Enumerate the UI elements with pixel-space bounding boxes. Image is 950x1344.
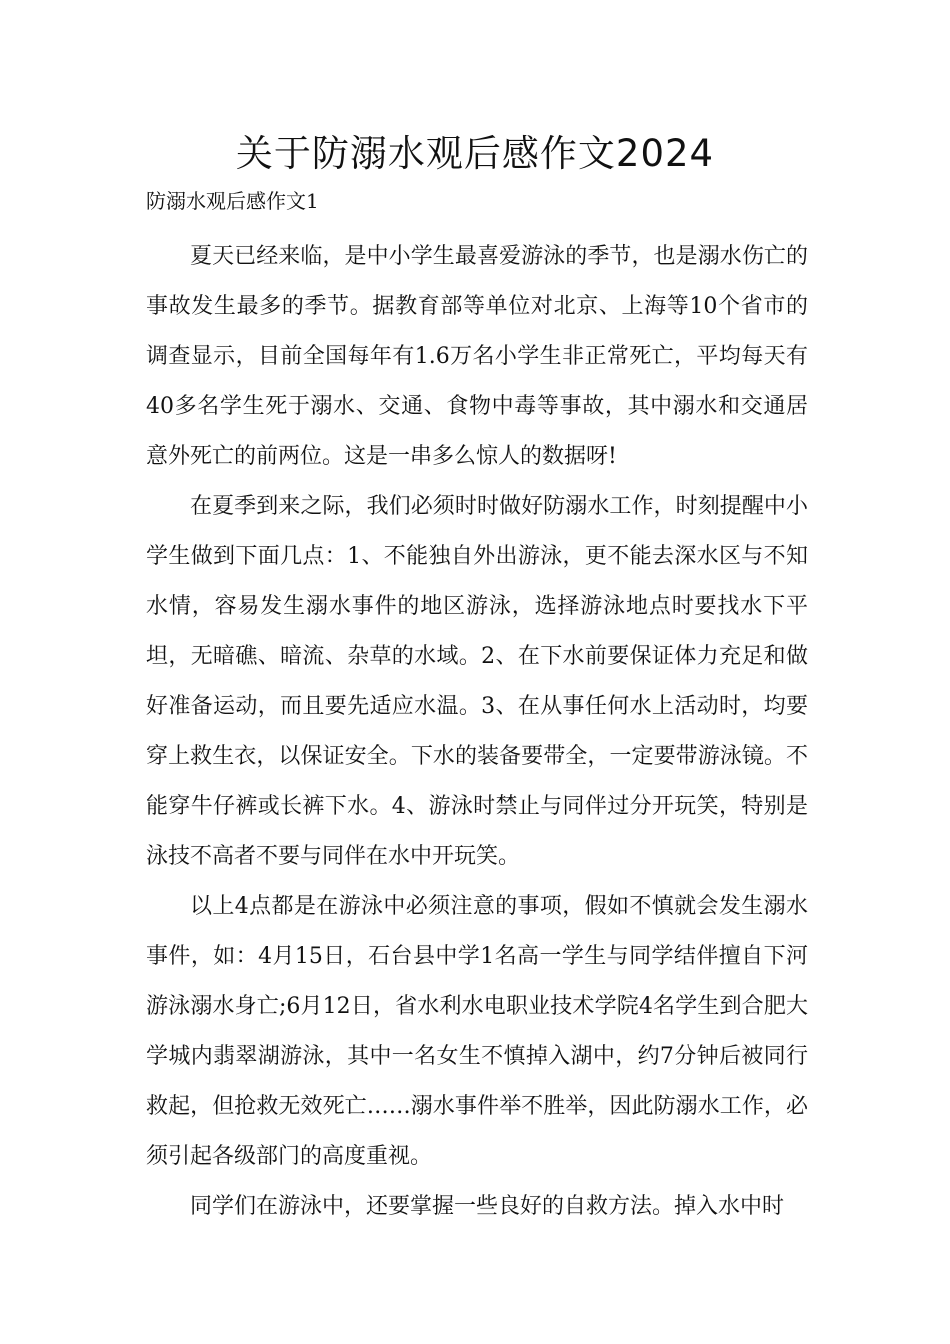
paragraph-3: 以上4点都是在游泳中必须注意的事项，假如不慎就会发生溺水事件，如：4月15日，石台县中学1名高一学生与同学结伴擅自下河游泳溺水身亡;6月12日，省水利水电职业技术学院4名学生到合肥大学城内翡翠湖游泳，其中一名女生不慎掉入湖中，约7分钟后被同行救起，但抢救无效死亡……溺水事件举不胜举，因此防溺水工作，必须引起各级部门的高度重视。 bbox=[146, 894, 808, 1169]
paragraph-4: 同学们在游泳中，还要掌握一些良好的自救方法。掉入水中时 bbox=[190, 1194, 785, 1219]
paragraph-2: 在夏季到来之际，我们必须时时做好防溺水工作，时刻提醒中小学生做到下面几点：1、不能独自外出游泳，更不能去深水区与不知水情，容易发生溺水事件的地区游泳，选择游泳地点时要找水下平坦，无暗礁、暗流、杂草的水域。2、在下水前要保证体力充足和做好准备运动，而且要先适应水温。3、在从事任何水上活动时，均要穿上救生衣，以保证安全。下水的装备要带全，一定要带游泳镜。不能穿牛仔裤或长裤下水。4、游泳时禁止与同伴过分开玩笑，特别是泳技不高者不要与同伴在水中开玩笑。 bbox=[146, 494, 808, 869]
paragraph-1: 夏天已经来临，是中小学生最喜爱游泳的季节，也是溺水伤亡的事故发生最多的季节。据教育部等单位对北京、上海等10个省市的调查显示，目前全国每年有1.6万名小学生非正常死亡，平均每天有40多名学生死于溺水、交通、食物中毒等事故，其中溺水和交通居意外死亡的前两位。这是一串多么惊人的数据呀! bbox=[146, 244, 808, 469]
document-body bbox=[146, 232, 808, 1232]
document-subtitle: 防溺水观后感作文1 bbox=[146, 189, 319, 213]
document-title: 关于防溺水观后感作文2024 bbox=[235, 132, 715, 175]
